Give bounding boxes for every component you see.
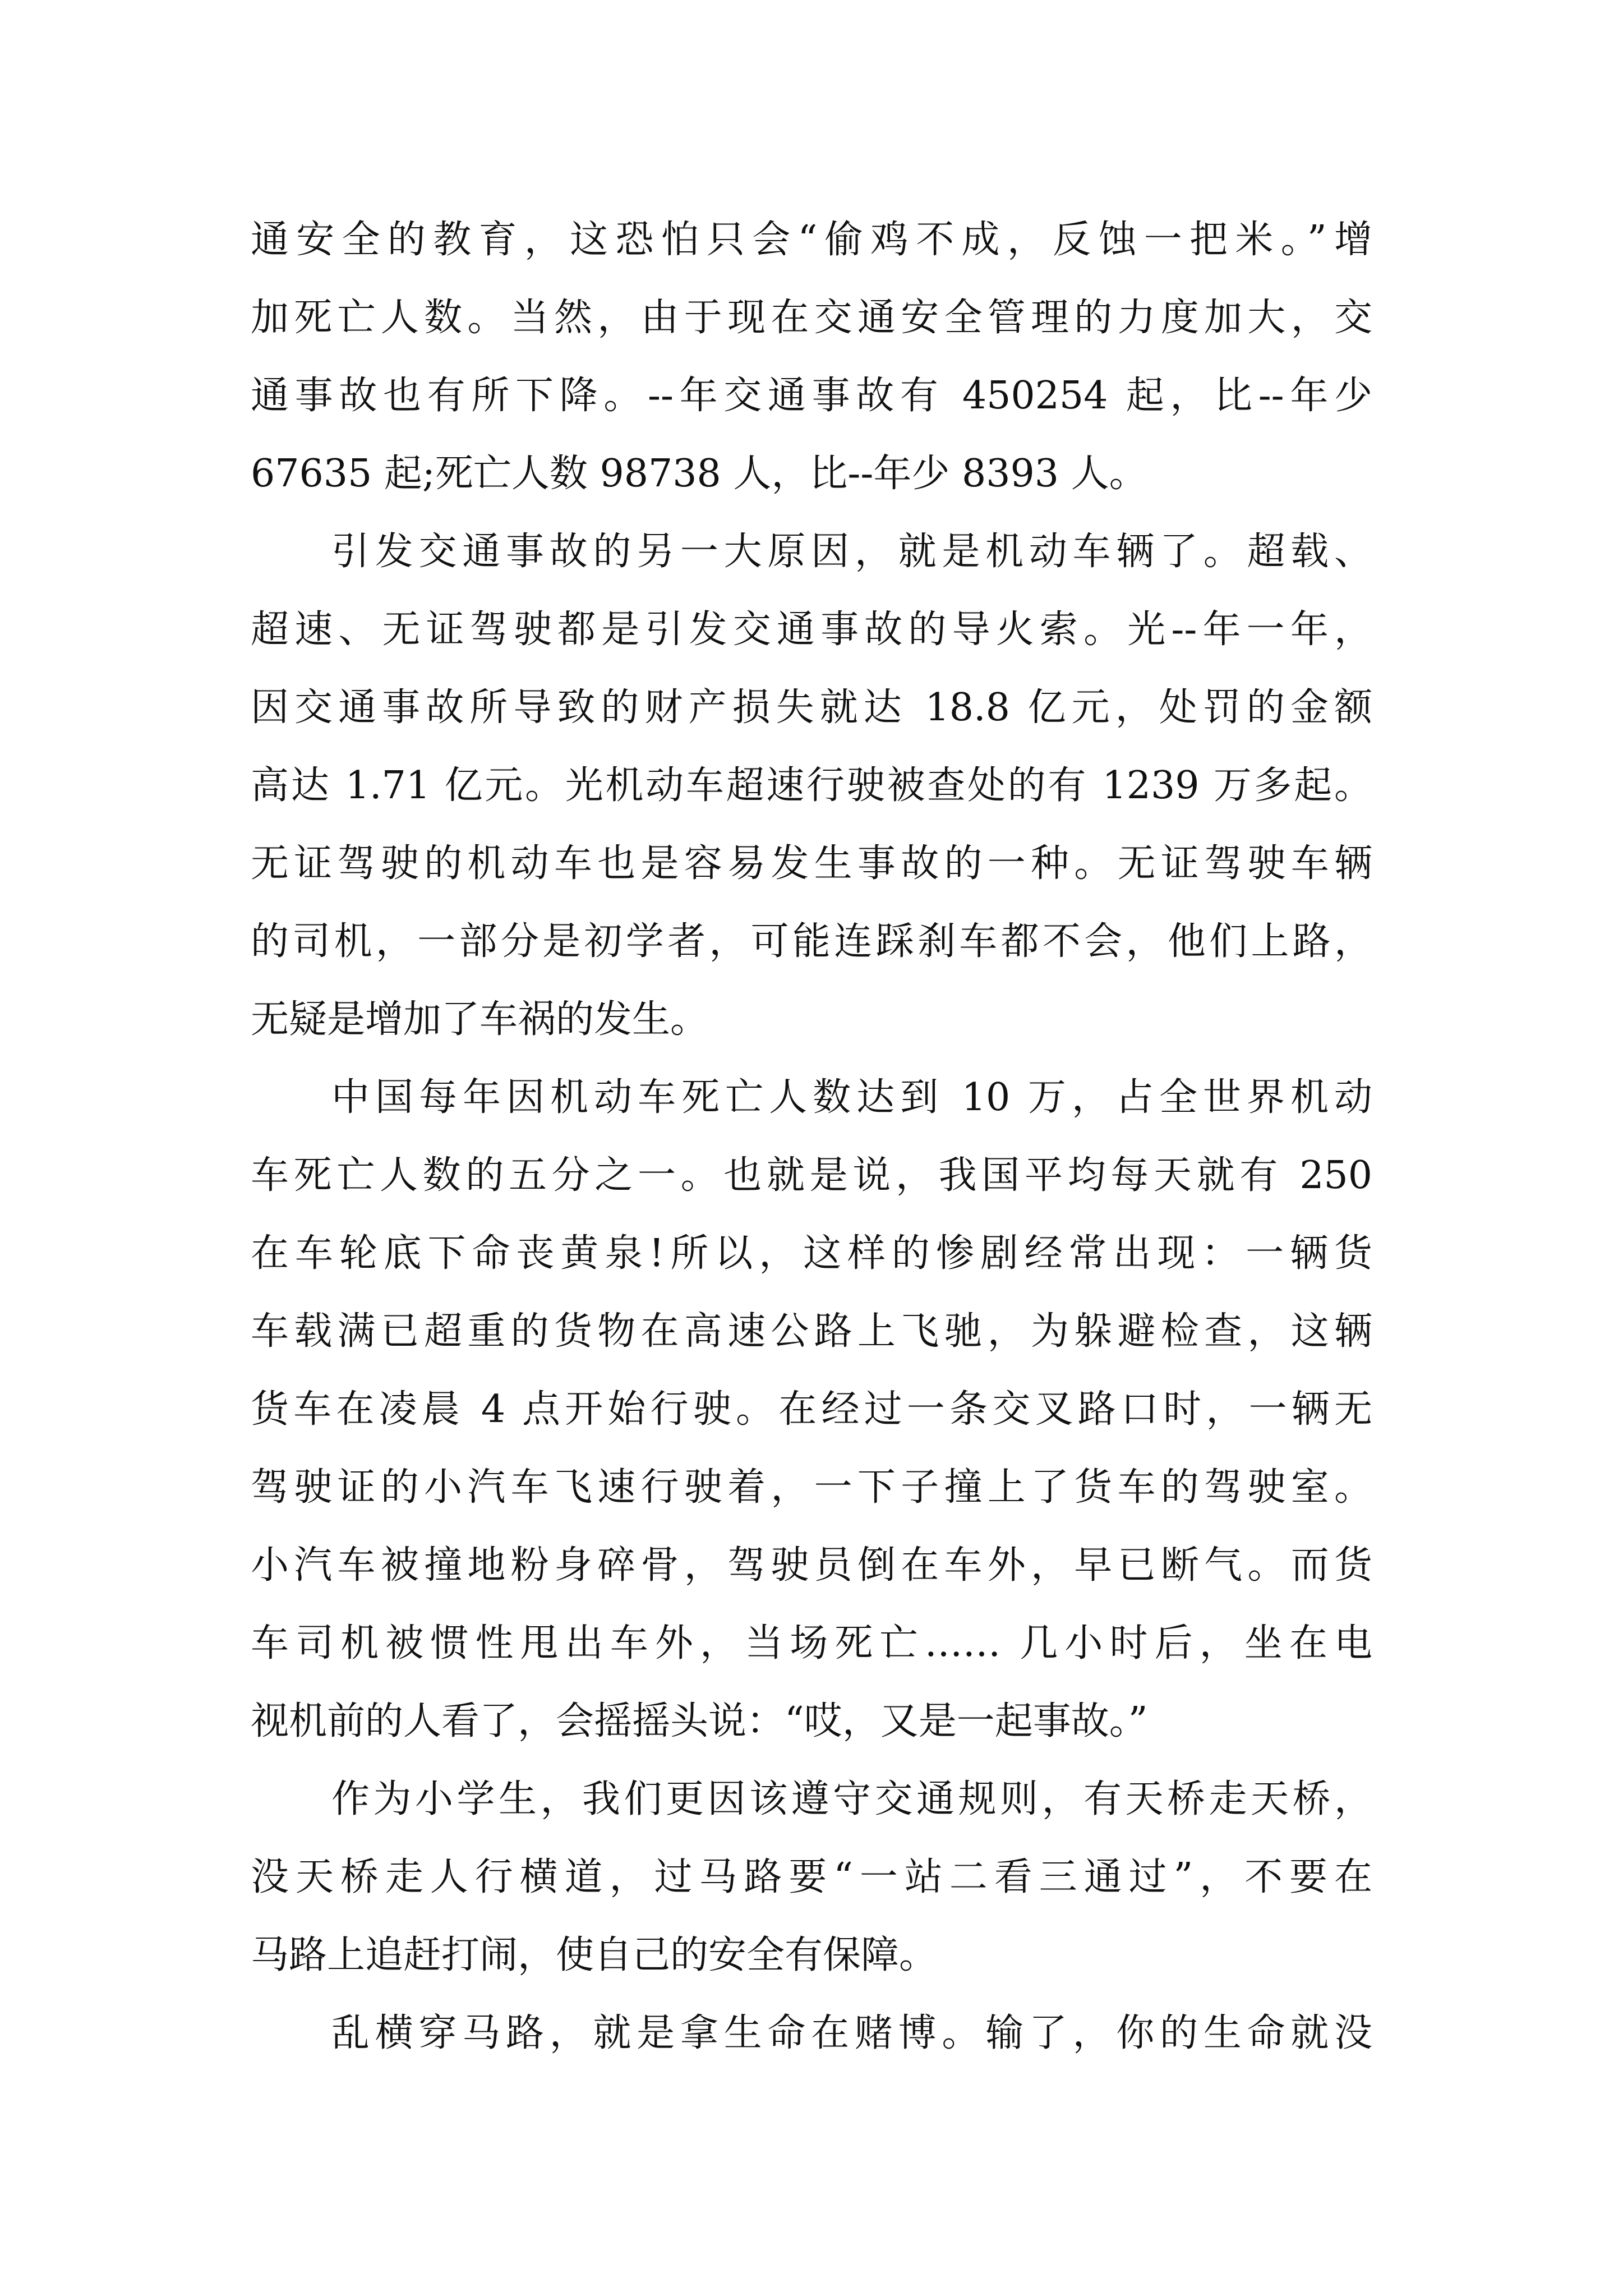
paragraph-3 — [251, 1059, 1372, 1760]
text-line: 马路上追赶打闹，使自己的安全有保障。 — [251, 1933, 938, 1977]
text-line: 无证驾驶的机动车也是容易发生事故的一种。无证驾驶车辆 — [251, 841, 1372, 886]
text-line: 67635 起;死亡人数 98738 人，比--年少 8393 人。 — [251, 452, 1147, 496]
text-line: 作为小学生，我们更因该遵守交通规则，有天桥走天桥， — [331, 1777, 1372, 1821]
text-line: 车载满已超重的货物在高速公路上飞驰，为躲避检查，这辆 — [251, 1309, 1372, 1354]
text-line: 引发交通事故的另一大原因，就是机动车辆了。超载、 — [331, 530, 1372, 574]
paragraph-2 — [251, 513, 1372, 1059]
text-line: 在车轮底下命丧黄泉!所以，这样的惨剧经常出现：一辆货 — [251, 1231, 1372, 1276]
text-line: 超速、无证驾驶都是引发交通事故的导火索。光--年一年， — [251, 608, 1372, 652]
text-line: 乱横穿马路，就是拿生命在赌博。输了，你的生命就没 — [331, 2011, 1372, 2055]
text-line: 小汽车被撞地粉身碎骨，驾驶员倒在车外，早已断气。而货 — [251, 1543, 1372, 1588]
paragraph-1 — [251, 201, 1372, 513]
paragraph-5 — [251, 1994, 1372, 2072]
text-line: 通安全的教育，这恐怕只会“偷鸡不成，反蚀一把米。”增 — [251, 218, 1372, 262]
text-line: 高达 1.71 亿元。光机动车超速行驶被查处的有 1239 万多起。 — [251, 763, 1372, 808]
paragraph-4 — [251, 1760, 1372, 1994]
text-line: 没天桥走人行横道，过马路要“一站二看三通过”，不要在 — [251, 1855, 1372, 1899]
text-line: 无疑是增加了车祸的发生。 — [251, 997, 709, 1042]
text-line: 视机前的人看了，会摇摇头说：“哎，又是一起事故。” — [251, 1699, 1148, 1743]
text-line: 车司机被惯性甩出车外，当场死亡…… 几小时后，坐在电 — [251, 1621, 1372, 1665]
text-line: 驾驶证的小汽车飞速行驶着，一下子撞上了货车的驾驶室。 — [251, 1465, 1372, 1510]
document-body — [251, 201, 1372, 2072]
text-line: 中国每年因机动车死亡人数达到 10 万，占全世界机动 — [331, 1075, 1372, 1120]
text-line: 车死亡人数的五分之一。也就是说，我国平均每天就有 250 — [251, 1153, 1372, 1198]
text-line: 货车在凌晨 4 点开始行驶。在经过一条交叉路口时，一辆无 — [251, 1387, 1372, 1432]
text-line: 通事故也有所下降。--年交通事故有 450254 起，比--年少 — [251, 374, 1372, 418]
text-line: 的司机，一部分是初学者，可能连踩刹车都不会，他们上路， — [251, 919, 1372, 964]
text-line: 加死亡人数。当然，由于现在交通安全管理的力度加大，交 — [251, 296, 1372, 340]
text-line: 因交通事故所导致的财产损失就达 18.8 亿元，处罚的金额 — [251, 685, 1372, 730]
